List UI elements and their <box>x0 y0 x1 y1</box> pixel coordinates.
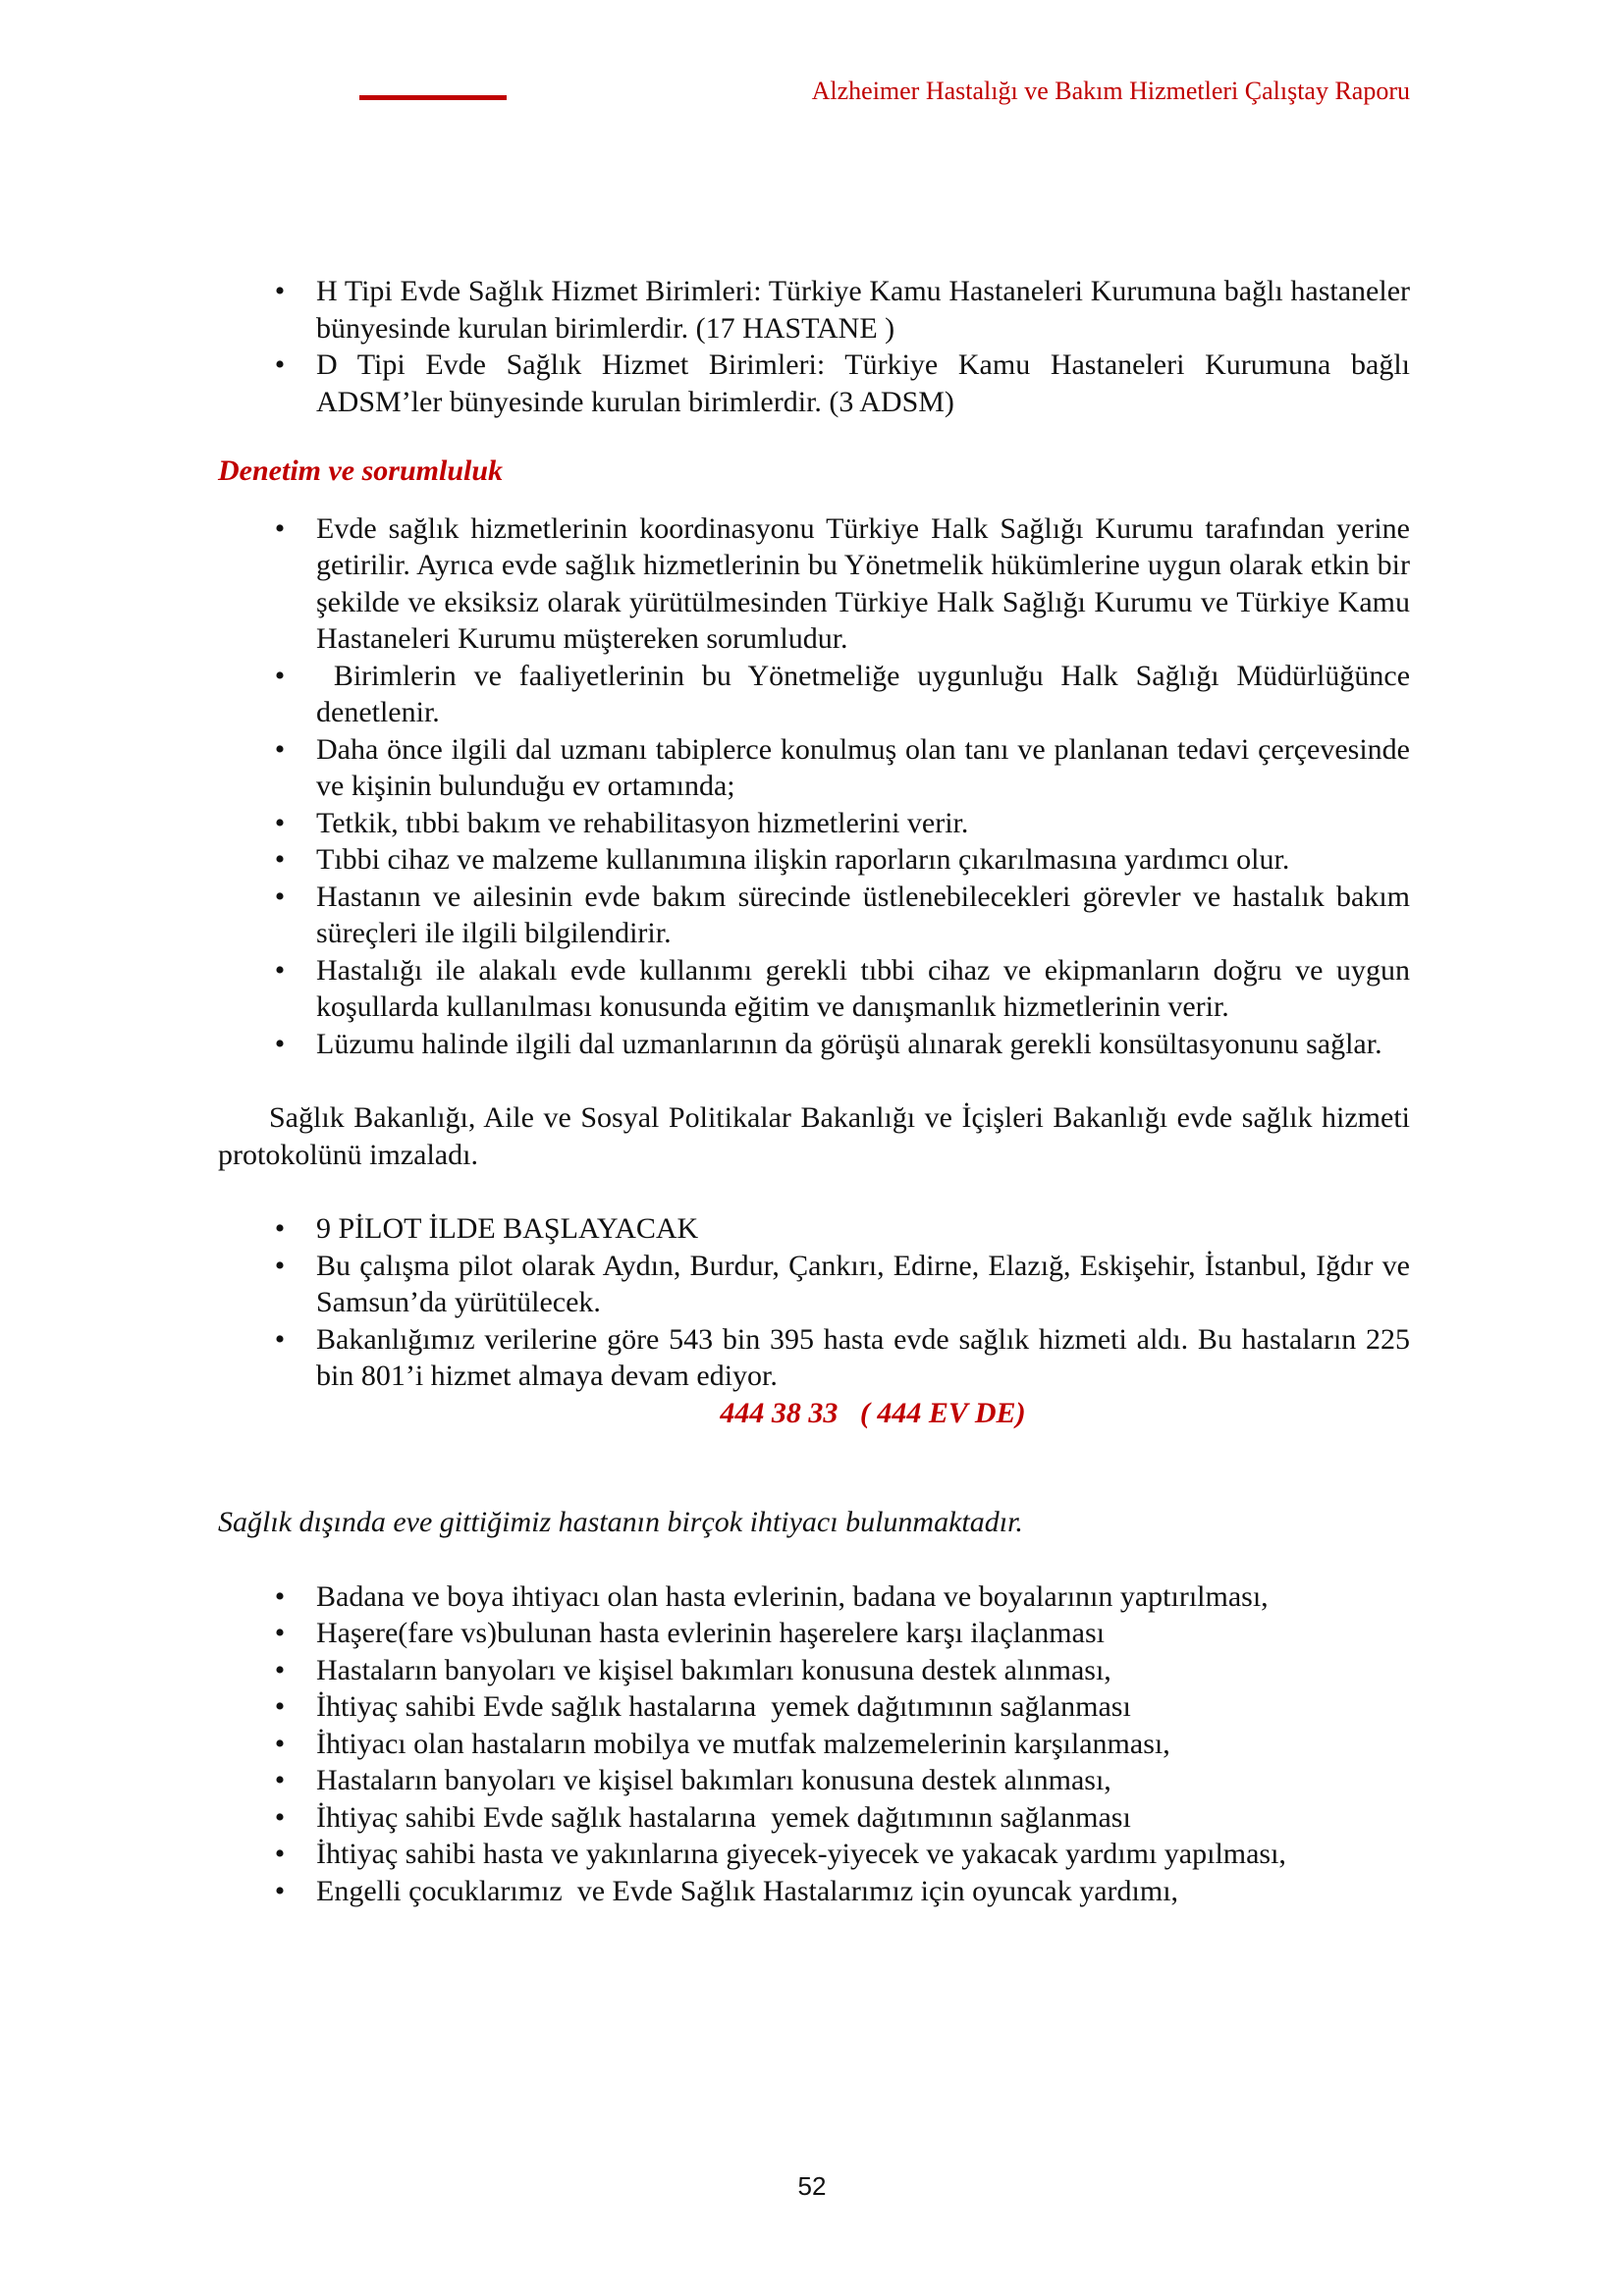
bullet-icon: • <box>274 1690 286 1723</box>
bullet-icon: • <box>274 1579 286 1613</box>
list-item: • Engelli çocuklarımız ve Evde Sağlık Hastalarımız için oyuncak yardımı, <box>218 1873 1410 1910</box>
bullet-icon: • <box>274 732 286 766</box>
bullet-icon: • <box>274 1249 286 1282</box>
needs-intro: Sağlık dışında eve gittiğimiz hastanın birçok ihtiyacı bulunmaktadır. <box>218 1506 1023 1538</box>
list-item: • Hastalığı ile alakalı evde kullanımı gerekli tıbbi cihaz ve ekipmanların doğru ve uygun koşullarda kullanılması konusunda eğitim ve danışmanlık hizmetlerinin verir. <box>218 952 1410 1026</box>
bullet-icon: • <box>274 1764 286 1796</box>
bullet-icon: • <box>274 1727 286 1760</box>
bullet-icon: • <box>274 1800 286 1834</box>
section-heading: Denetim ve sorumluluk <box>218 454 504 487</box>
bullet-icon: • <box>274 659 286 692</box>
bullet-icon: • <box>274 1212 286 1245</box>
list-item: • Haşere(fare vs)bulunan hasta evlerinin haşerelere karşı ilaçlanması <box>218 1615 1410 1652</box>
list-item: • Evde sağlık hizmetlerinin koordinasyonu Türkiye Halk Sağlığı Kurumu tarafından yerine getirilir. Ayrıca evde sağlık hizmetlerinin bu Yönetmelik hükümlerine uygun olarak etkin bir şekilde ve eksiksiz olarak yürütülmesinden Türkiye Halk Sağlığı Kurumu ve Türkiye Kamu Hastaneleri Kurumu müştereken sorumludur. <box>218 510 1410 658</box>
bullet-icon: • <box>274 511 286 545</box>
list-item: • 9 PİLOT İLDE BAŞLAYACAK <box>218 1210 1410 1248</box>
list-item: • İhtiyacı olan hastaların mobilya ve mutfak malzemelerinin karşılanması, <box>218 1726 1410 1763</box>
list-item: • Hastaların banyoları ve kişisel bakımları konusuna destek alınması, <box>218 1762 1410 1799</box>
bullet-icon: • <box>274 843 286 876</box>
list-item: • D Tipi Evde Sağlık Hizmet Birimleri: Türkiye Kamu Hastaneleri Kurumuna bağlı ADSM’ler bünyesinde kurulan birimlerdir. (3 ADSM) <box>218 347 1410 420</box>
phone-number-line: 444 38 33 ( 444 EV DE) <box>720 1396 1026 1429</box>
list-item: • Birimlerin ve faaliyetlerinin bu Yönetmeliğe uygunluğu Halk Sağlığı Müdürlüğünce denetlenir. <box>218 658 1410 731</box>
protocol-paragraph: Sağlık Bakanlığı, Aile ve Sosyal Politikalar Bakanlığı ve İçişleri Bakanlığı evde sağlık hizmeti protokolünü imzaladı. <box>218 1101 1410 1171</box>
list-item: • Hastanın ve ailesinin evde bakım sürecinde üstlenebilecekleri görevler ve hastalık bakım süreçleri ile ilgili bilgilendirir. <box>218 879 1410 952</box>
list-item: • İhtiyaç sahibi hasta ve yakınlarına giyecek-yiyecek ve yakacak yardımı yapılması, <box>218 1836 1410 1873</box>
bullet-icon: • <box>274 1322 286 1356</box>
needs-list <box>218 1578 1410 1910</box>
unit-types-list <box>218 273 1410 420</box>
bullet-icon: • <box>274 953 286 987</box>
bullet-icon: • <box>274 1874 286 1907</box>
page-number: 52 <box>797 2171 827 2201</box>
list-item: • Lüzumu halinde ilgili dal uzmanlarının da görüşü alınarak gerekli konsültasyonunu sağlar. <box>218 1026 1410 1063</box>
list-item: • H Tipi Evde Sağlık Hizmet Birimleri: Türkiye Kamu Hastaneleri Kurumuna bağlı hastaneler bünyesinde kurulan birimlerdir. (17 HASTANE ) <box>218 273 1410 347</box>
list-item: • İhtiyaç sahibi Evde sağlık hastalarına yemek dağıtımının sağlanması <box>218 1799 1410 1837</box>
bullet-icon: • <box>274 1617 286 1649</box>
bullet-icon: • <box>274 275 286 307</box>
bullet-icon: • <box>274 1027 286 1060</box>
list-item: • Tetkik, tıbbi bakım ve rehabilitasyon hizmetlerini verir. <box>218 805 1410 842</box>
list-item: • İhtiyaç sahibi Evde sağlık hastalarına yemek dağıtımının sağlanması <box>218 1688 1410 1726</box>
bullet-icon: • <box>274 348 286 381</box>
list-item: • Tıbbi cihaz ve malzeme kullanımına ilişkin raporların çıkarılmasına yardımcı olur. <box>218 841 1410 879</box>
responsibility-list <box>218 510 1418 1063</box>
bullet-icon: • <box>274 1653 286 1686</box>
list-item: • Hastaların banyoları ve kişisel bakımları konusuna destek alınması, <box>218 1652 1410 1689</box>
page-body <box>218 273 1418 1909</box>
list-item: • Bakanlığımız verilerine göre 543 bin 395 hasta evde sağlık hizmeti aldı. Bu hastaların 225 bin 801’i hizmet almaya devam ediyor. <box>218 1321 1410 1395</box>
pilot-list <box>218 1210 1410 1395</box>
bullet-icon: • <box>274 806 286 839</box>
list-item: • Daha önce ilgili dal uzmanı tabiplerce konulmuş olan tanı ve planlanan tedavi çerçevesinde ve kişinin bulunduğu ev ortamında; <box>218 731 1410 805</box>
header-rule <box>359 95 507 100</box>
list-item: • Badana ve boya ihtiyacı olan hasta evlerinin, badana ve boyalarının yaptırılması, <box>218 1578 1410 1616</box>
bullet-icon: • <box>274 1838 286 1870</box>
bullet-icon: • <box>274 880 286 913</box>
running-header: Alzheimer Hastalığı ve Bakım Hizmetleri Çalıştay Raporu <box>811 77 1410 105</box>
list-item: • Bu çalışma pilot olarak Aydın, Burdur, Çankırı, Edirne, Elazığ, Eskişehir, İstanbul, Iğdır ve Samsun’da yürütülecek. <box>218 1248 1410 1321</box>
